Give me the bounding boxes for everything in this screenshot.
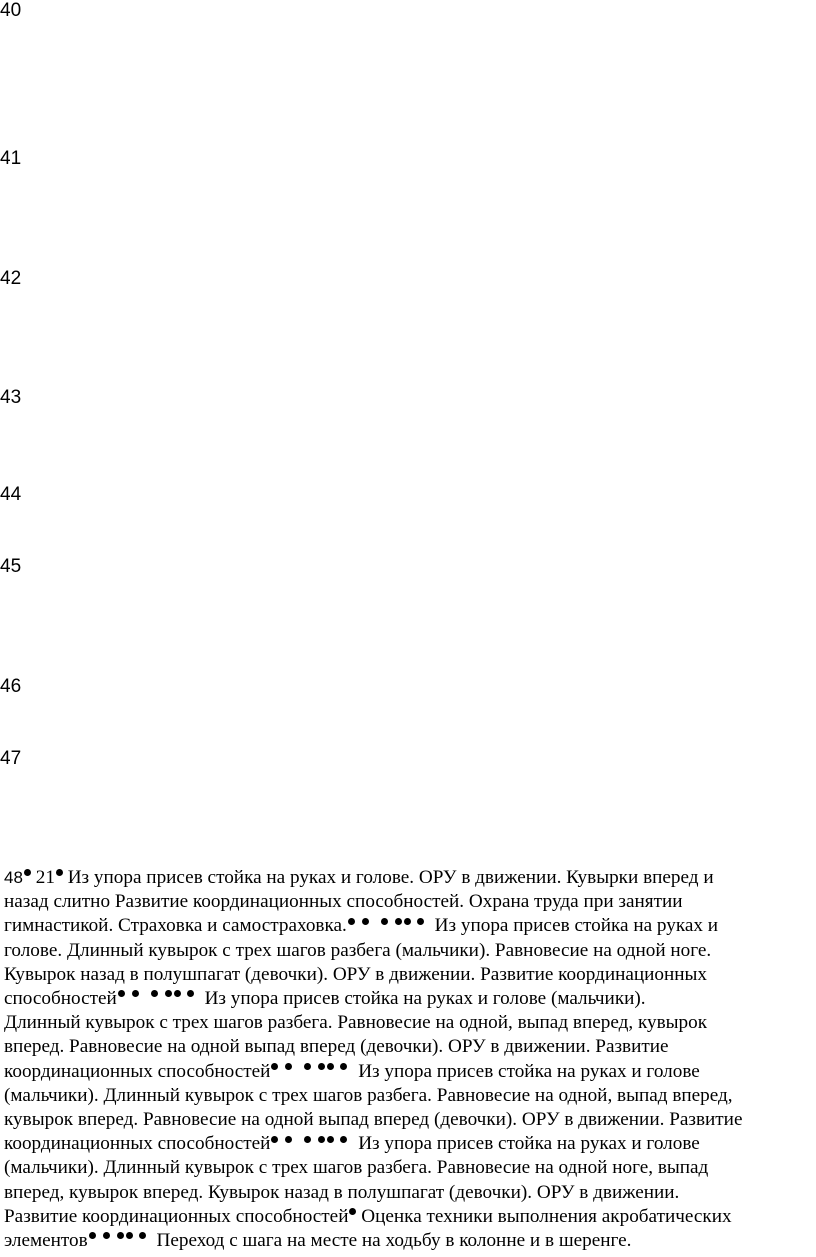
bullet-icon [187, 990, 194, 997]
bullet-icon [271, 1136, 278, 1143]
bullet-icon [24, 869, 31, 876]
bullet-icon [151, 990, 158, 997]
bullet-icon [404, 918, 411, 925]
bullet-icon [381, 918, 388, 925]
row-number-44: 44 [0, 484, 22, 505]
bullet-icon [318, 1063, 325, 1070]
row-number-46: 46 [0, 676, 22, 697]
bullet-icon [327, 1063, 334, 1070]
bullet-icon [126, 1232, 133, 1239]
text-line-14: вперед, кувырок вперед. Кувырок назад в полушпагат (девочки). ОРУ в движении. [4, 1181, 680, 1203]
text-line [4, 866, 816, 890]
bullet-icon [271, 1063, 278, 1070]
row-number-43: 43 [0, 387, 22, 408]
bullet-icon [340, 1136, 347, 1143]
row-number-41: 41 [0, 148, 22, 169]
text-line-8: вперед. Равновесие на одной выпад вперед (девочки). ОРУ в движении. Развитие [4, 1036, 669, 1058]
text-line-9b: Из упора присев стойка на руках и голове [358, 1060, 700, 1082]
text-line [4, 1132, 816, 1156]
bullet-icon [318, 1136, 325, 1143]
text-line-2: назад слитно Развитие координационных способностей. Охрана труда при занятии [4, 891, 683, 913]
text-line-1: Из упора присев стойка на руках и голове. ОРУ в движении. Кувырки вперед и [67, 867, 714, 888]
bullet-icon [174, 990, 181, 997]
bullet-icon [362, 918, 369, 925]
bullet-icon [395, 918, 402, 925]
bullet-icon [165, 990, 172, 997]
bullet-icon [340, 1063, 347, 1070]
bullet-icon [285, 1136, 292, 1143]
text-line-4: голове. Длинный кувырок с трех шагов разбега (мальчики). Равновесие на одной ноге. [4, 939, 712, 961]
text-line-6a: способностей [4, 988, 117, 1010]
row-number-48: 48 [4, 868, 23, 887]
text-line-7: Длинный кувырок с трех шагов разбега. Равновесие на одной, выпад вперед, кувырок [4, 1012, 708, 1034]
text-line [4, 1229, 816, 1253]
bullet-icon [118, 990, 125, 997]
text-line-13: (мальчики). Длинный кувырок с трех шагов разбега. Равновесие на одной ноге, выпад [4, 1157, 709, 1179]
bullet-icon [139, 1232, 146, 1239]
text-line-9a: координационных способностей [4, 1060, 271, 1082]
bullet-icon [417, 918, 424, 925]
text-line-12a: координационных способностей [4, 1133, 271, 1155]
text-line-11: кувырок вперед. Равновесие на одной выпад вперед (девочки). ОРУ в движении. Развитие [4, 1109, 743, 1131]
row-number-40: 40 [0, 0, 22, 21]
bullet-icon [103, 1232, 110, 1239]
text-line [4, 1060, 816, 1084]
bullet-icon [348, 918, 355, 925]
text-line-3b: Из упора присев стойка на руках и [434, 915, 719, 937]
text-line [4, 987, 816, 1011]
lesson-description [4, 866, 816, 1253]
text-line-10: (мальчики). Длинный кувырок с трех шагов разбега. Равновесие на одной, выпад вперед, [4, 1084, 733, 1106]
text-line-3a: гимнастикой. Страховка и самостраховка. [4, 915, 347, 937]
text-line [4, 914, 816, 938]
bullet-icon [304, 1136, 311, 1143]
bullet-icon [285, 1063, 292, 1070]
row-number-47: 47 [0, 748, 22, 769]
hours-value: 21 [35, 867, 55, 888]
bullet-icon [117, 1232, 124, 1239]
text-line-5: Кувырок назад в полушпагат (девочки). ОРУ в движении. Развитие координационных [4, 963, 708, 985]
text-line-15a: Развитие координационных способностей [4, 1205, 349, 1227]
text-line [4, 1205, 816, 1229]
text-line-15b: Оценка техники выполнения акробатических [361, 1205, 732, 1227]
text-line-6b: Из упора присев стойка на руках и голове (мальчики). [204, 988, 646, 1010]
bullet-icon [304, 1063, 311, 1070]
text-line-12b: Из упора присев стойка на руках и голове [358, 1133, 700, 1155]
bullet-icon [132, 990, 139, 997]
bullet-icon [56, 869, 63, 876]
text-line-16a: элементов [4, 1230, 88, 1252]
text-line-16b: Переход с шага на месте на ходьбу в колонне и в шеренге. [156, 1230, 632, 1252]
row-number-42: 42 [0, 268, 22, 289]
bullet-icon [89, 1232, 96, 1239]
bullet-icon [327, 1136, 334, 1143]
row-number-45: 45 [0, 556, 22, 577]
bullet-icon [349, 1208, 356, 1215]
